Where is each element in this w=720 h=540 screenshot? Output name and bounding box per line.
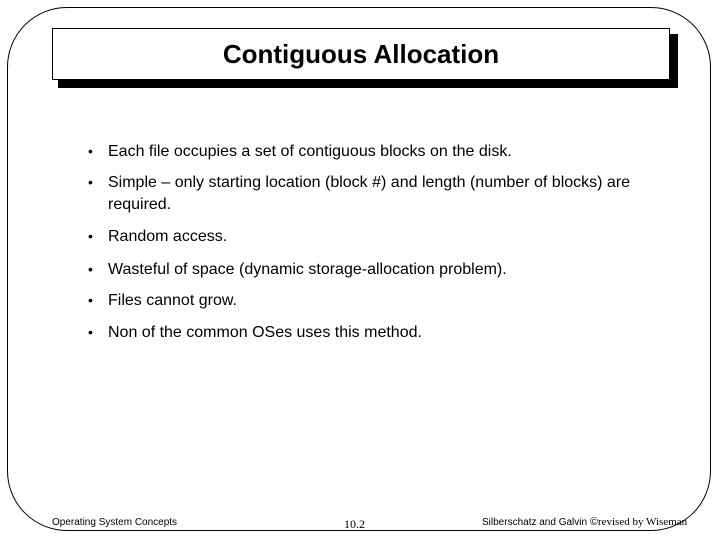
bullet-item <box>88 141 648 163</box>
bullet-dot: • <box>88 324 93 340</box>
bullet-item <box>88 172 648 216</box>
bullet-text: Each file occupies a set of contiguous blocks on the disk. <box>108 143 512 160</box>
bullet-text: Simple – only starting location (block #) and length (number of blocks) are required. <box>108 174 631 213</box>
bullet-dot: • <box>88 261 93 277</box>
footer-page-number: 10.2 <box>344 517 365 531</box>
footer-reviser: revised by Wiseman <box>597 516 688 528</box>
bullet-dot: • <box>88 174 93 190</box>
footer-book-title: Operating System Concepts <box>52 517 178 528</box>
bullet-text: Non of the common OSes uses this method. <box>108 324 422 341</box>
bullet-text: Wasteful of space (dynamic storage-allocation problem). <box>108 261 507 278</box>
slide-title: Contiguous Allocation <box>222 38 500 69</box>
bullet-item <box>88 226 648 248</box>
bullet-dot: • <box>88 292 93 308</box>
bullet-text: Random access. <box>108 228 228 245</box>
bullet-item <box>88 259 648 281</box>
bullet-dot: • <box>88 228 93 244</box>
bullet-item <box>88 322 648 344</box>
bullet-item <box>88 290 648 312</box>
footer-authors: Silberschatz and Galvin <box>482 517 588 528</box>
bullet-text: Files cannot grow. <box>108 292 237 309</box>
bullet-dot: • <box>88 143 93 159</box>
copyright-icon: © <box>589 516 598 528</box>
footer-credits <box>482 516 687 528</box>
